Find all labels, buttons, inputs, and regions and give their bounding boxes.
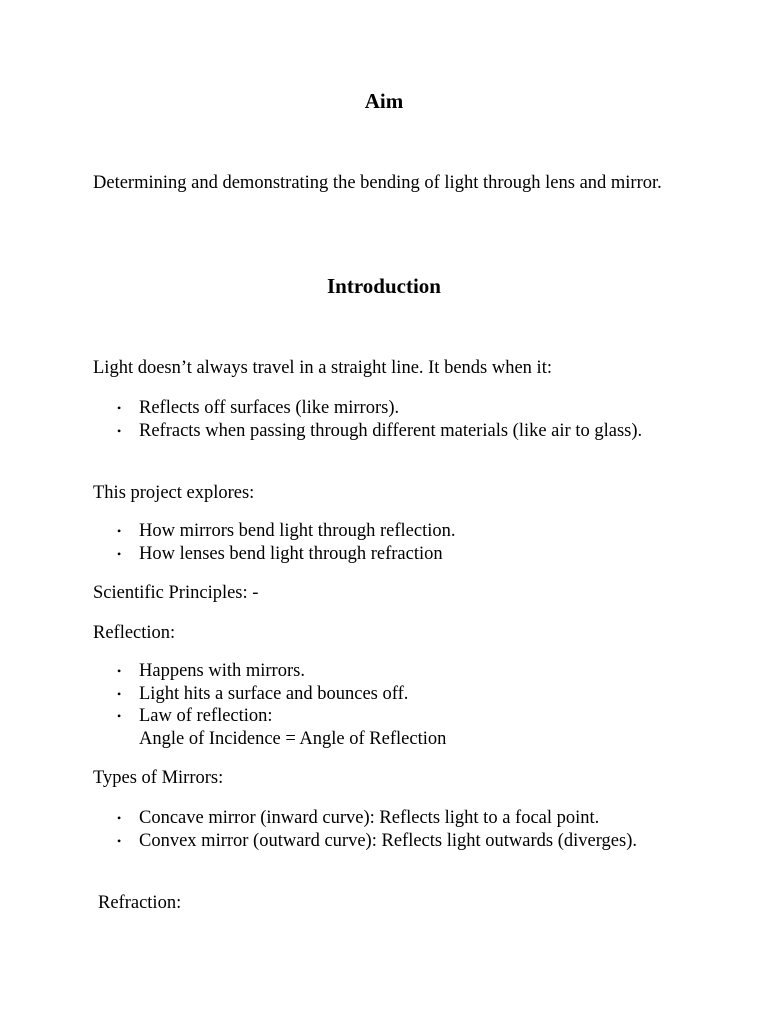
mirrors-label: Types of Mirrors: xyxy=(93,768,224,788)
aim-heading: Aim xyxy=(364,89,404,113)
list-item-text: Concave mirror (inward curve): Reflects light to a focal point. xyxy=(139,808,600,828)
law-formula-text: Angle of Incidence = Angle of Reflection xyxy=(139,728,447,749)
list-item-text: Light hits a surface and bounces off. xyxy=(139,683,409,704)
mirrors-list xyxy=(93,807,653,852)
bullet-icon: • xyxy=(117,686,122,701)
bullet-icon: • xyxy=(117,401,122,415)
bullet-icon: • xyxy=(117,546,122,561)
bullet-icon: • xyxy=(117,423,122,438)
list-item xyxy=(93,420,653,443)
reflection-label: Reflection: xyxy=(93,623,176,643)
list-item-text: Convex mirror (outward curve): Reflects light outwards (diverges). xyxy=(139,830,637,851)
aim-text: Determining and demonstrating the bending of light through lens and mirror. xyxy=(93,173,662,193)
refraction-label: Refraction: xyxy=(98,893,182,913)
bends-list xyxy=(93,397,653,442)
bullet-icon: • xyxy=(117,664,122,678)
list-item xyxy=(93,660,653,683)
list-item-text: Law of reflection: xyxy=(139,706,273,726)
principles-label: Scientific Principles: - xyxy=(93,583,259,603)
list-item xyxy=(93,520,653,543)
bullet-icon: • xyxy=(117,524,122,538)
explores-label: This project explores: xyxy=(93,483,255,503)
list-item xyxy=(93,543,653,566)
list-item-text: Reflects off surfaces (like mirrors). xyxy=(139,398,400,418)
bullet-icon: • xyxy=(117,811,122,825)
list-item-text: Happens with mirrors. xyxy=(139,661,305,681)
intro-lead: Light doesn’t always travel in a straight line. It bends when it: xyxy=(93,358,552,378)
list-item xyxy=(93,705,653,750)
introduction-heading: Introduction xyxy=(327,274,441,298)
bullet-icon: • xyxy=(117,709,122,723)
list-item xyxy=(93,807,653,830)
list-item xyxy=(93,397,653,420)
list-item-text: How lenses bend light through refraction xyxy=(139,543,443,564)
bullet-icon: • xyxy=(117,833,122,848)
list-item xyxy=(93,830,653,853)
explores-list xyxy=(93,520,653,565)
list-item-text: How mirrors bend light through reflection. xyxy=(139,521,456,541)
reflection-list xyxy=(93,660,653,750)
list-item xyxy=(93,683,653,706)
list-item-text: Refracts when passing through different materials (like air to glass). xyxy=(139,420,643,441)
